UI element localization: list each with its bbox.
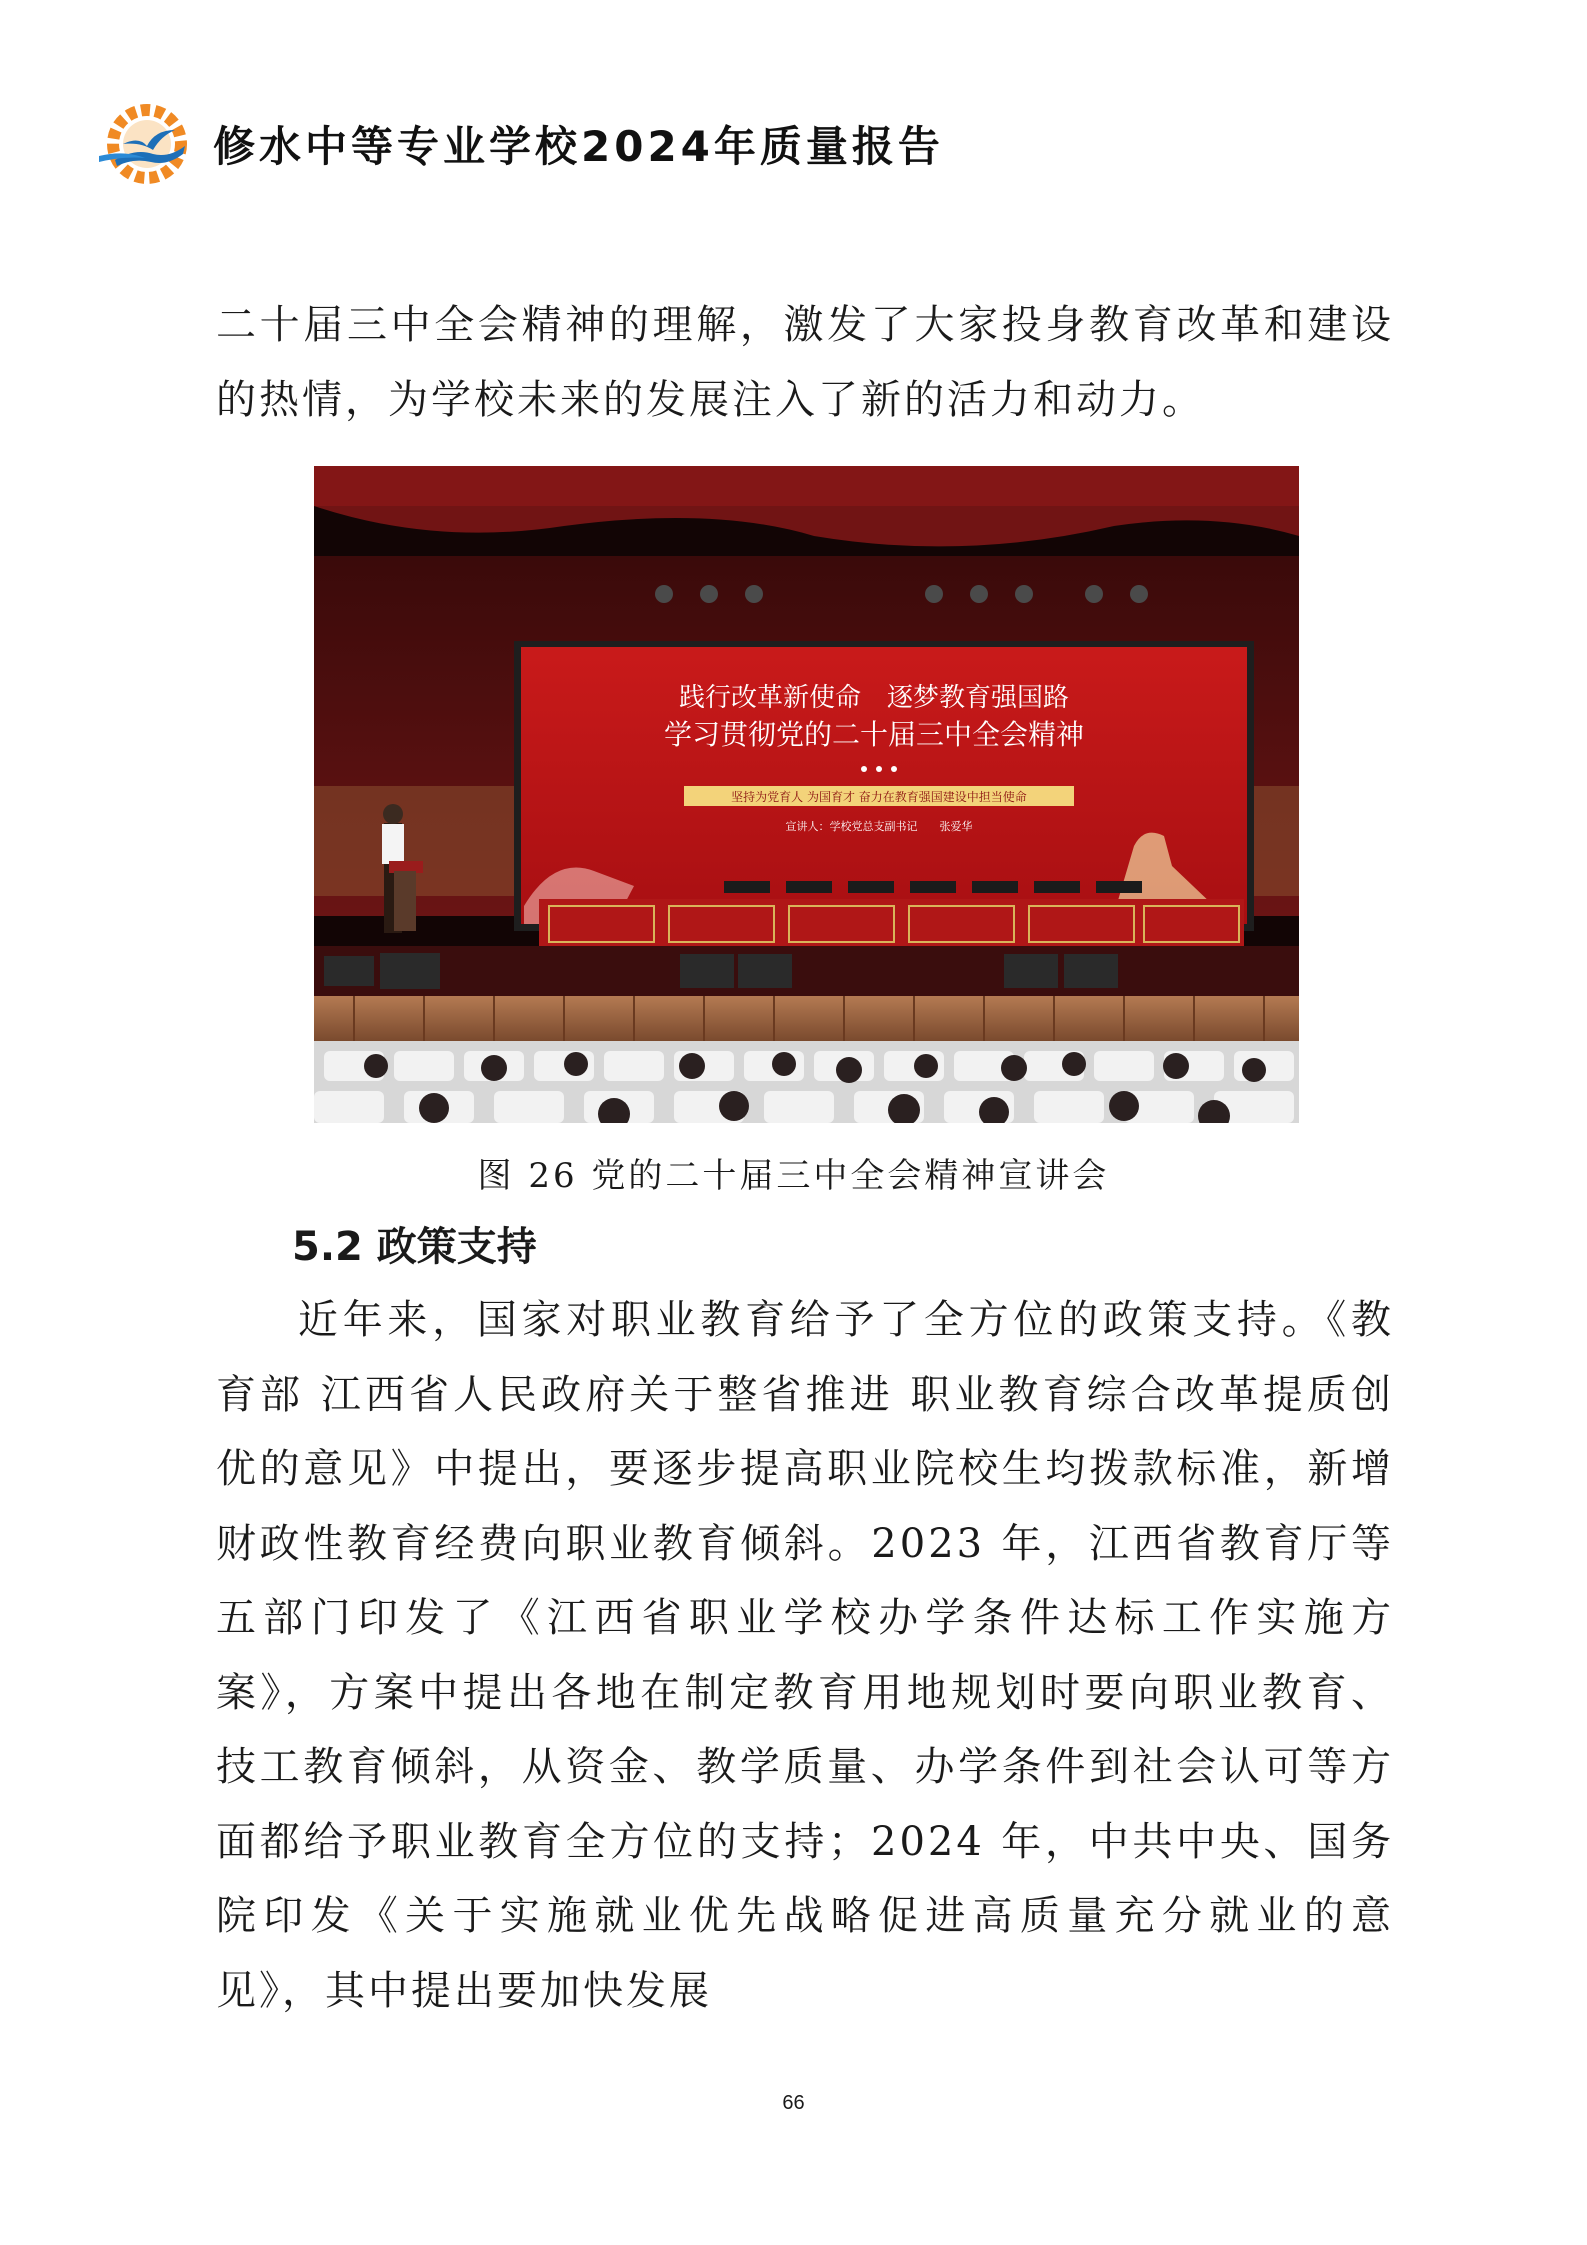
intro-paragraph: 二十届三中全会精神的理解，激发了大家投身教育改革和建设的热情，为学校未来的发展注入了新的活力和动力。 bbox=[216, 302, 1394, 423]
policy-paragraph: 近年来，国家对职业教育给予了全方位的政策支持。《教育部 江西省人民政府关于整省推进 职业教育综合改革提质创优的意见》中提出，要逐步提高职业院校生均拨款标准，新增财政性教育经费向职业教育倾斜。2023 年，江西省教育厅等五部门印发了《江西省职业学校办学条件达标工作实施方案》，方案中提出各地在制定教育用地规划时要向职业教育、技工教育倾斜，从资金、教学质量、办学条件到社会认可等方面都给予职业教育全方位的支持；2024 年，中共中央、国务院印发《关于实施就业优先战略促进高质量充分就业的意见》，其中提出要加快发展 bbox=[216, 1297, 1394, 2014]
school-logo-icon bbox=[95, 100, 191, 190]
banner-line1: 践行改革新使命 逐梦教育强国路 bbox=[678, 683, 1070, 713]
banner-line2: 学习贯彻党的二十届三中全会精神 bbox=[663, 718, 1085, 751]
page-header bbox=[95, 100, 1395, 190]
figure-caption: 图 26 党的二十届三中全会精神宣讲会 bbox=[477, 1156, 1110, 1196]
banner-speaker: 宣讲人：学校党总支副书记 张爱华 bbox=[785, 820, 973, 833]
report-title: 修水中等专业学校2024年质量报告 bbox=[213, 122, 944, 171]
section-heading: 5.2 政策支持 bbox=[292, 1224, 537, 1270]
lecture-photo bbox=[314, 466, 1299, 1123]
banner-slogan: 坚持为党育人 为国育才 奋力在教育强国建设中担当使命 bbox=[731, 790, 1027, 804]
page-number: 66 bbox=[782, 2092, 805, 2114]
